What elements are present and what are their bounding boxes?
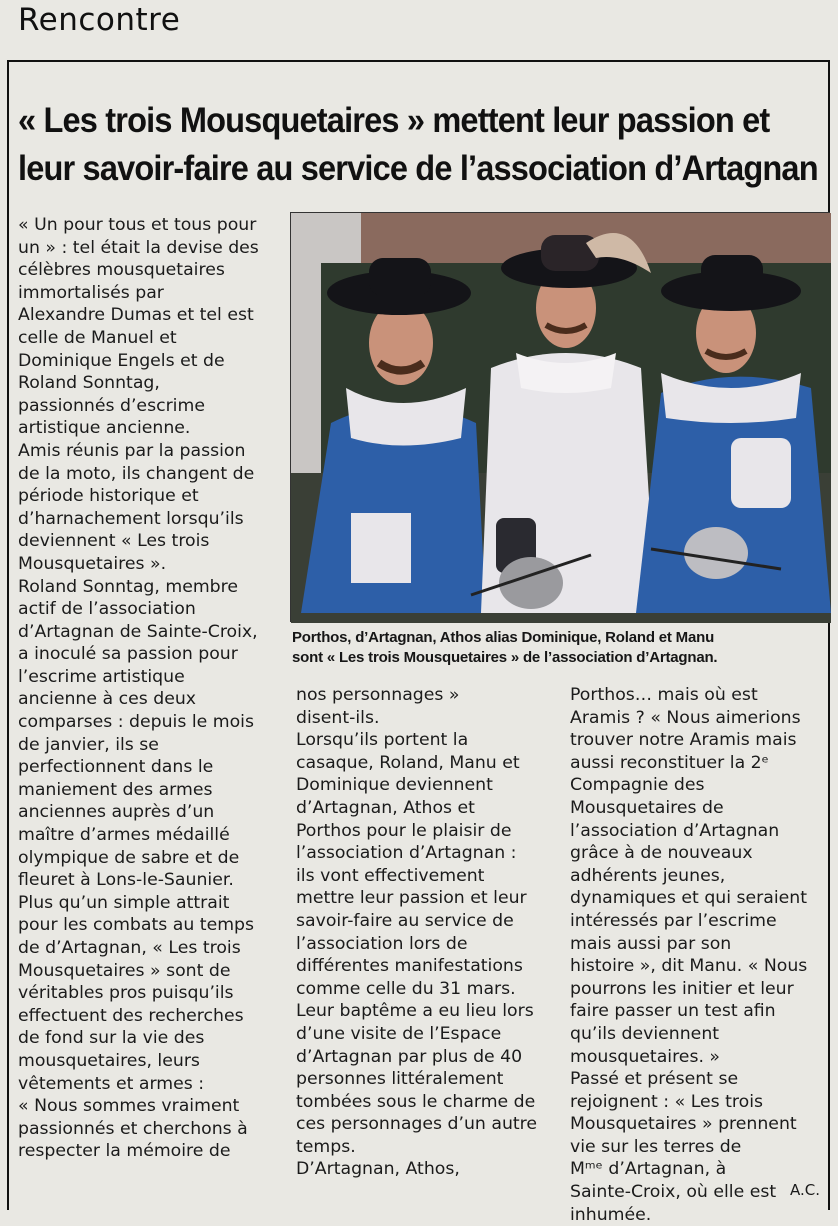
article-headline: [18, 97, 818, 193]
article-column-2: nos personnages » disent-ils. Lorsqu’ils portent la casaque, Roland, Manu et Dominique deviennent d’Artagnan, Athos et Porthos pour le plaisir de l’association d’Artagnan : ils vont effectivement mettre leur passion et leur savoir-faire au service de l’association lors de différentes manifestations comme celle du 31 mars. Leur baptême a eu lieu lors d’une visite de l’Espace d’Artagnan par plus de 40 personnes littéralement tombées sous le charme de ces personnages d’un autre temps. D’Artagnan, Athos,: [296, 685, 538, 1180]
author-signature: A.C.: [790, 1181, 821, 1199]
musketeers-photo-illustration: [291, 213, 831, 623]
article-column-3: Porthos… mais où est Aramis ? « Nous aimerions trouver notre Aramis mais aussi reconstituer la 2ᵉ Compagnie des Mousquetaires de l’association d’Artagnan grâce à de nouveaux adhérents jeunes, dynamiques et qui seraient intéressés par l’escrime mais aussi par son histoire », dit Manu. « Nous pourrons les initier et leur faire passer un test afin qu’ils deviennent mousquetaires. » Passé et présent se rejoignent : « Les trois Mousquetaires » prennent vie sur les terres de Mᵐᵉ d’Artagnan, à Sainte-Croix, où elle est inhumée.: [570, 685, 808, 1225]
section-rubric: Rencontre: [18, 2, 181, 38]
photo-caption: Porthos, d’Artagnan, Athos alias Dominique, Roland et Manu sont « Les trois Mousquetaires » de l’association d’Artagnan.: [292, 629, 718, 666]
musketeers-photo: [290, 212, 830, 622]
headline-line-1: « Les trois Mousquetaires » mettent leur passion et: [18, 101, 770, 140]
headline-line-2: leur savoir-faire au service de l’association d’Artagnan: [18, 149, 818, 188]
article-column-1: « Un pour tous et tous pour un » : tel était la devise des célèbres mousquetaires immortalisés par Alexandre Dumas et tel est celle de Manuel et Dominique Engels et de Roland Sonntag, passionnés d’escrime artistique ancienne. Amis réunis par la passion de la moto, ils changent de période historique et d’harnachement lorsqu’ils deviennent « Les trois Mousquetaires ». Roland Sonntag, membre actif de l’association d’Artagnan de Sainte-Croix, a inoculé sa passion pour l’escrime artistique ancienne à ces deux comparses : depuis le mois de janvier, ils se perfectionnent dans le maniement des armes anciennes auprès d’un maître d’armes médaillé olympique de sabre et de fleuret à Lons-le-Saunier. Plus qu’un simple attrait pour les combats au temps de d’Artagnan, « Les trois Mousquetaires » sont de véritables pros puisqu’ils effectuent des recherches de fond sur la vie des mousquetaires, leurs vêtements et armes : « Nous sommes vraiment passionnés et cherchons à respecter la mémoire de: [18, 215, 259, 1162]
